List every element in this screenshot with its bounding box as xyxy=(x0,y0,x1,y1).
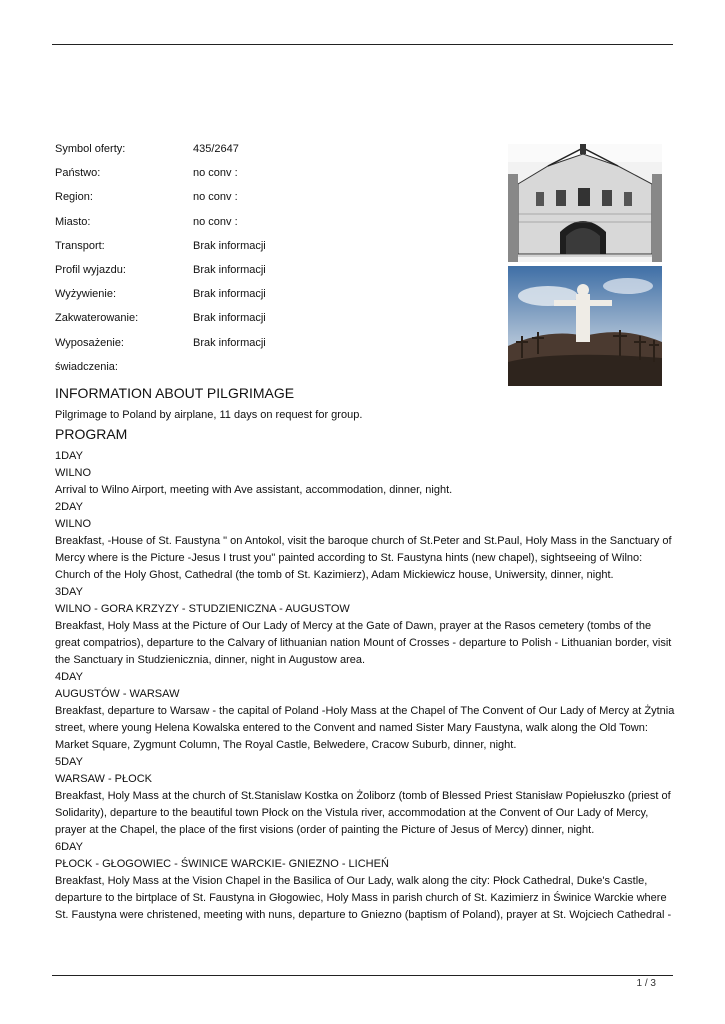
spec-row xyxy=(55,286,455,310)
spec-row xyxy=(55,238,455,262)
spec-label: Zakwaterowanie: xyxy=(55,312,139,325)
day-description: Breakfast, -House of St. Faustyna " on Antokol, visit the baroque church of St.Peter and St.Paul, Holy Mass in the Sanctuary of Mercy where is the Picture -Jesus I trust you" painted according to St. Faustyna hints (new chapel), sightseeing of Wilno: Church of the Holy Ghost, Cathedral (the tomb of St. Kazimierz), Adam Mickiewicz house, Uniwersity, dinner, night. xyxy=(55,535,672,581)
spec-row xyxy=(55,214,455,238)
day-label: 4DAY xyxy=(55,671,83,683)
day-route: WILNO xyxy=(55,518,92,530)
spec-value: Brak informacji xyxy=(193,312,266,325)
spec-value: Brak informacji xyxy=(193,239,266,252)
spec-row xyxy=(55,141,455,165)
day-route: AUGUSTÓW - WARSAW xyxy=(55,688,180,700)
day-description: Breakfast, Holy Mass at the Vision Chapel in the Basilica of Our Lady, walk along the city: Płock Cathedral, Duke's Castle, departure to the birtplace of St. Faustyna in Głogowiec, Holy Mass in parish church of St. Kazimierz in Świnice Warckie where St. Faustyna were christened, meeting with nuns, departure to Gniezno (baptism of Poland), prayer at St. Wojciech Cathedral - xyxy=(55,875,672,921)
info-text: Pilgrimage to Poland by airplane, 11 days on request for group. xyxy=(55,409,363,421)
day-label: 6DAY xyxy=(55,841,83,853)
day-description: Breakfast, Holy Mass at the church of St.Stanislaw Kostka on Żoliborz (tomb of Blessed Priest Stanisław Popiełuszko (priest of Solidarity), departure to the beautiful town Płock on the Vistula river, accommodation at the Convent of Our Lady of Mercy, prayer at the Chapel, the place of the first visions (order of painting the Picture of Jesus of Mercy) dinner, night. xyxy=(55,790,671,836)
offer-specs xyxy=(55,141,455,383)
spec-value: Brak informacji xyxy=(193,288,266,301)
spec-label: Wyżywienie: xyxy=(55,288,117,301)
spec-label: świadczenia: xyxy=(55,360,118,373)
day-label: 5DAY xyxy=(55,756,83,768)
spec-label: Symbol oferty: xyxy=(55,143,126,155)
spec-row xyxy=(55,165,455,189)
spec-row xyxy=(55,359,455,383)
spec-label: Profil wyjazdu: xyxy=(55,263,126,276)
spec-row xyxy=(55,310,455,334)
program-list xyxy=(55,448,675,924)
spec-label: Transport: xyxy=(55,239,105,252)
spec-row xyxy=(55,262,455,286)
spec-value: no conv : xyxy=(193,167,238,180)
day-description: Breakfast, Holy Mass at the Picture of Our Lady of Mercy at the Gate of Dawn, prayer at the Rasos cemetery (tombs of the great compatrios), departure to the Calvary of lithuanian nation Mount of Crosses - departure to Polish - Lithuanian border, visit the Sanctuary in Studzienicznia, dinner, night in Augustow area. xyxy=(55,620,672,666)
spec-value: no conv : xyxy=(193,191,238,204)
bottom-rule xyxy=(52,975,673,976)
spec-label: Region: xyxy=(55,191,93,204)
day-route: PŁOCK - GŁOGOWIEC - ŚWINICE WARCKIE- GNIEZNO - LICHEŃ xyxy=(55,858,389,870)
page-number: 1 / 3 xyxy=(636,978,656,989)
spec-value: Brak informacji xyxy=(193,263,266,276)
spec-value: Brak informacji xyxy=(193,336,266,349)
day-route: WILNO xyxy=(55,467,92,479)
spec-label: Wyposażenie: xyxy=(55,336,124,349)
spec-value: 435/2647 xyxy=(193,143,239,155)
day-route: WILNO - GORA KRZYZY - STUDZIENICZNA - AUGUSTOW xyxy=(55,603,350,615)
gate-of-dawn-photo xyxy=(508,144,662,262)
info-heading: INFORMATION ABOUT PILGRIMAGE xyxy=(55,385,295,401)
day-label: 3DAY xyxy=(55,586,83,598)
spec-value: no conv : xyxy=(193,215,238,228)
day-label: 2DAY xyxy=(55,501,83,513)
spec-label: Miasto: xyxy=(55,215,91,228)
spec-row xyxy=(55,335,455,359)
top-rule xyxy=(52,44,673,45)
day-description: Breakfast, departure to Warsaw - the capital of Poland -Holy Mass at the Chapel of The Convent of Our Lady of Mercy at Żytnia street, where young Helena Kowalska entered to the Convent and named Sister Mary Faustyna, walk along the Old Town: Market Square, Zygmunt Column, The Royal Castle, Belwedere, Cracow Suburb, dinner, night. xyxy=(55,705,675,751)
day-description: Arrival to Wilno Airport, meeting with Ave assistant, accommodation, dinner, night. xyxy=(55,484,453,496)
spec-row xyxy=(55,189,455,213)
day-label: 1DAY xyxy=(55,450,83,462)
spec-label: Państwo: xyxy=(55,167,101,180)
mount-of-crosses-photo xyxy=(508,266,662,386)
day-route: WARSAW - PŁOCK xyxy=(55,773,152,785)
program-heading: PROGRAM xyxy=(55,426,128,442)
